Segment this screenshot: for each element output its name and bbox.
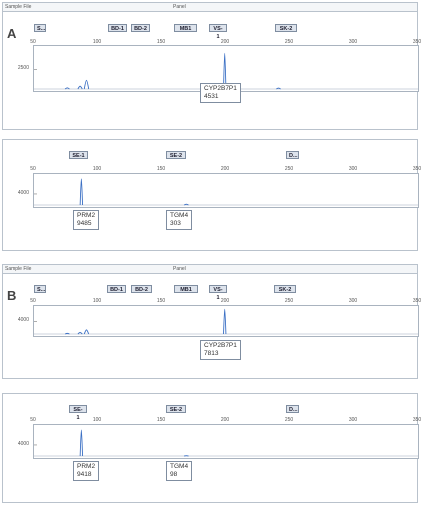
locus-marker[interactable]: S... bbox=[34, 24, 46, 32]
x-tick-label: 150 bbox=[156, 417, 166, 423]
peak-height-value: 7813 bbox=[204, 350, 219, 357]
peak-label-box[interactable] bbox=[166, 210, 192, 230]
peak bbox=[84, 80, 88, 89]
locus-marker[interactable]: D... bbox=[286, 405, 299, 413]
peak-label-box[interactable] bbox=[73, 210, 99, 230]
x-tick-label: 50 bbox=[30, 298, 36, 304]
sample-file-label: Sample File bbox=[5, 266, 32, 272]
x-tick-label: 50 bbox=[30, 417, 36, 423]
x-tick-label: 300 bbox=[348, 39, 358, 45]
trace-svg bbox=[34, 425, 418, 458]
peak-gene-name: PRM2 bbox=[77, 212, 96, 219]
locus-marker[interactable]: VS-1 bbox=[209, 24, 227, 32]
electropherogram-panel-a1 bbox=[2, 11, 421, 130]
locus-marker[interactable]: MB1 bbox=[174, 285, 198, 293]
locus-marker[interactable]: SE-2 bbox=[166, 405, 186, 413]
trace-plot-area bbox=[33, 173, 419, 208]
peak-label-box[interactable] bbox=[166, 461, 192, 481]
x-tick-label: 250 bbox=[284, 166, 294, 172]
peak bbox=[78, 86, 82, 89]
panel-letter: A bbox=[7, 26, 17, 41]
panel-letter: B bbox=[7, 288, 17, 303]
trace-plot-area bbox=[33, 424, 419, 459]
peak bbox=[84, 330, 88, 334]
peak-label-box[interactable] bbox=[200, 340, 241, 360]
locus-marker[interactable]: BD-2 bbox=[131, 24, 150, 32]
locus-marker[interactable]: SE-2 bbox=[166, 151, 186, 159]
peak-height-value: 4531 bbox=[204, 93, 219, 100]
peak bbox=[80, 179, 82, 205]
peak bbox=[224, 309, 226, 334]
peak-height-value: 9485 bbox=[77, 220, 92, 227]
x-tick-label: 350 bbox=[412, 417, 421, 423]
electropherogram-panel-b1 bbox=[2, 273, 421, 379]
x-tick-label: 300 bbox=[348, 298, 358, 304]
x-tick-label: 100 bbox=[92, 166, 102, 172]
x-tick-label: 250 bbox=[284, 298, 294, 304]
x-tick-label: 100 bbox=[92, 417, 102, 423]
peak-gene-name: TGM4 bbox=[170, 212, 189, 219]
panel-label: Panel bbox=[173, 4, 186, 10]
peak-label-box[interactable] bbox=[73, 461, 99, 481]
x-tick-label: 300 bbox=[348, 166, 358, 172]
y-tick-label: 2500 bbox=[17, 65, 29, 72]
y-tick-label: 4000 bbox=[17, 190, 29, 197]
locus-marker[interactable]: BD-1 bbox=[108, 24, 127, 32]
locus-marker[interactable]: SE-1 bbox=[69, 151, 88, 159]
trace-plot-area bbox=[33, 305, 419, 337]
locus-marker[interactable]: SE-1 bbox=[69, 405, 87, 413]
peak-gene-name: CYP2B7P1 bbox=[204, 85, 237, 92]
peak-gene-name: CYP2B7P1 bbox=[204, 342, 237, 349]
x-tick-label: 150 bbox=[156, 39, 166, 45]
x-tick-label: 50 bbox=[30, 166, 36, 172]
x-tick-label: 100 bbox=[92, 39, 102, 45]
locus-marker[interactable]: D... bbox=[286, 151, 299, 159]
peak-height-value: 9418 bbox=[77, 471, 92, 478]
peak bbox=[80, 430, 82, 456]
peak-gene-name: TGM4 bbox=[170, 463, 189, 470]
locus-marker[interactable]: VS-1 bbox=[209, 285, 227, 293]
electropherogram-panel-a2 bbox=[2, 139, 421, 251]
electropherogram-panel-b2 bbox=[2, 393, 421, 503]
y-tick-label: 4000 bbox=[17, 317, 29, 324]
trace-svg bbox=[34, 174, 418, 207]
x-tick-label: 350 bbox=[412, 39, 421, 45]
sample-file-label: Sample File bbox=[5, 4, 32, 10]
locus-marker[interactable]: S... bbox=[34, 285, 46, 293]
x-tick-label: 150 bbox=[156, 298, 166, 304]
x-tick-label: 200 bbox=[220, 166, 230, 172]
x-tick-label: 200 bbox=[220, 417, 230, 423]
x-tick-label: 200 bbox=[220, 39, 230, 45]
x-tick-label: 150 bbox=[156, 166, 166, 172]
x-tick-label: 350 bbox=[412, 166, 421, 172]
locus-marker[interactable]: SK-2 bbox=[275, 24, 297, 32]
panel-label: Panel bbox=[173, 266, 186, 272]
peak-height-value: 98 bbox=[170, 471, 178, 478]
x-tick-label: 50 bbox=[30, 39, 36, 45]
x-tick-label: 100 bbox=[92, 298, 102, 304]
x-tick-label: 200 bbox=[220, 298, 230, 304]
trace-svg bbox=[34, 306, 418, 336]
x-tick-label: 350 bbox=[412, 298, 421, 304]
peak-label-box[interactable] bbox=[200, 83, 241, 103]
x-tick-label: 300 bbox=[348, 417, 358, 423]
locus-marker[interactable]: SK-2 bbox=[274, 285, 296, 293]
locus-marker[interactable]: MB1 bbox=[174, 24, 197, 32]
x-tick-label: 250 bbox=[284, 39, 294, 45]
y-tick-label: 4000 bbox=[17, 441, 29, 448]
peak-gene-name: PRM2 bbox=[77, 463, 96, 470]
locus-marker[interactable]: BD-1 bbox=[107, 285, 126, 293]
peak-height-value: 303 bbox=[170, 220, 181, 227]
locus-marker[interactable]: BD-2 bbox=[131, 285, 152, 293]
x-tick-label: 250 bbox=[284, 417, 294, 423]
